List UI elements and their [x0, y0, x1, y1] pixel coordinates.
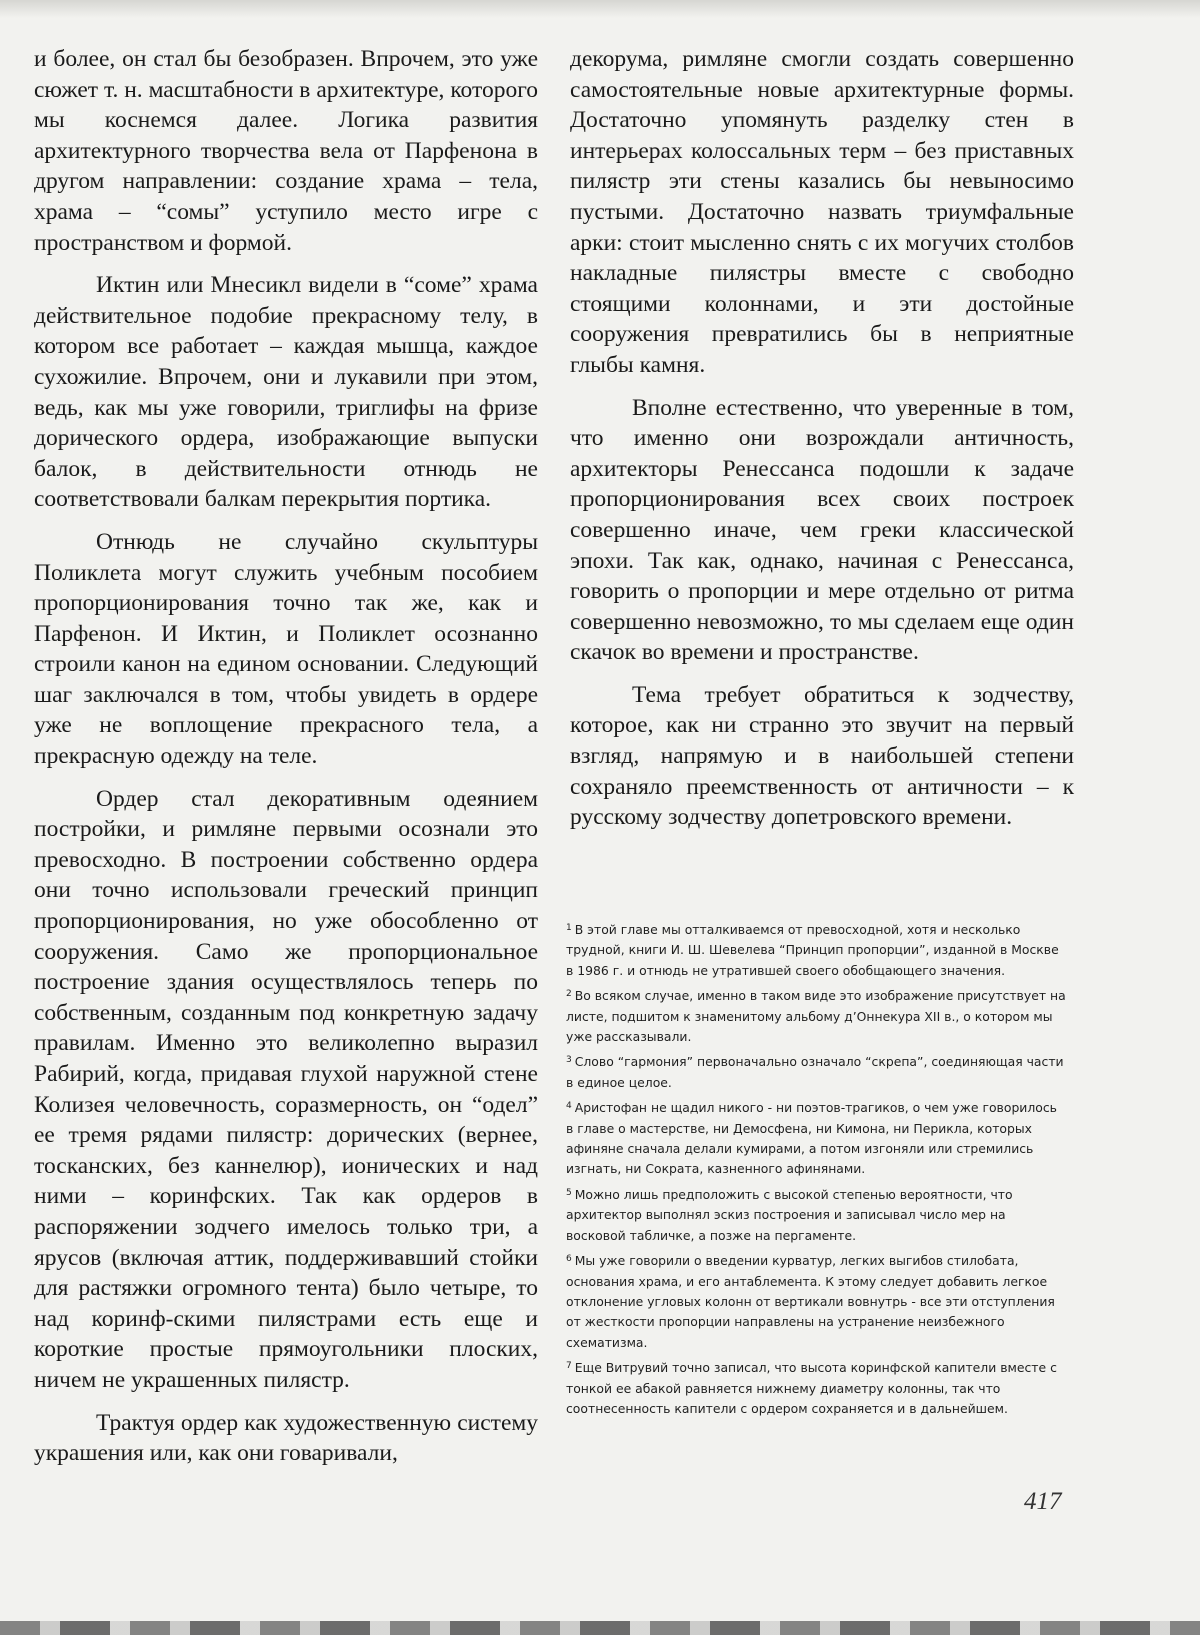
- footnote-text: Аристофан не щадил никого - ни поэтов-трагиков, о чем уже говорилось в главе о мастерстве, ни Демосфена, ни Кимона, ни Перикла, которых афиняне сначала делали кумирами, а потом изгоняли или стремились изгнать, ни Сократа, казненного афинянами.: [566, 1100, 1057, 1177]
- scan-top-edge: [0, 0, 1200, 18]
- footnote: [566, 1050, 1066, 1093]
- scan-bottom-edge: [0, 1621, 1200, 1635]
- footnote: [566, 984, 1066, 1047]
- footnote: [566, 1183, 1066, 1246]
- footnote: [566, 918, 1066, 981]
- footnote: [566, 1249, 1066, 1353]
- footnote-mark: 3: [566, 1055, 572, 1066]
- paragraph: Ордер стал декоративным одеянием постройки, и римляне первыми осознали это превосходно. В построении собственно ордера они точно использовали греческий принцип пропорционирования, но уже обособленно от сооружения. Само же пропорциональное построение здания осуществлялось теперь по собственным, созданным под конкретную задачу правилам. Именно это великолепно выразил Рабирий, когда, придавая глухой наружной стене Колизея человечность, соразмерность, он “одел” ее тремя рядами пилястр: дорических (вернее, тосканских, без каннелюр), ионических и над ними – коринфских. Так как ордеров в распоряжении зодчего имелось только три, а ярусов (включая аттик, поддерживавший стойки для растяжки огромного тента) было четыре, то над коринф-скими пилястрами есть еще и короткие простые прямоугольники плоских, ничем не украшенных пилястр.: [34, 785, 538, 1393]
- footnote-mark: 2: [566, 989, 572, 1000]
- footnote-text: Еще Витрувий точно записал, что высота коринфской капители вместе с тонкой ее абакой равняется нижнему диаметру колонны, так что соотнесенность капители с ордером сохраняется и в дальнейшем.: [566, 1360, 1057, 1416]
- footnote-text: Слово “гармония” первоначально означало “скрепа”, соединяющая части в единое целое.: [566, 1054, 1064, 1090]
- footnote-mark: 5: [566, 1187, 572, 1198]
- paragraph: и более, он стал бы безобразен. Впрочем, это уже сюжет т. н. масштабности в архитектуре, которого мы коснемся далее. Логика развития архитектурного творчества вела от Парфенона в другом направлении: создание храма – тела, храма – “сомы” уступило место игре с пространством и формой.: [34, 46, 538, 256]
- left-text-column: [34, 44, 538, 1481]
- footnote-mark: 7: [566, 1361, 572, 1372]
- footnote-text: В этой главе мы отталкиваемся от превосходной, хотя и несколько трудной, книги И. Ш. Шевелева “Принцип пропорции”, изданной в Москве в 1986 г. и отнюдь не утратившей своего обобщающего значения.: [566, 922, 1059, 978]
- right-text-column: [570, 44, 1074, 845]
- paragraph: Вполне естественно, что уверенные в том, что именно они возрождали античность, архитекторы Ренессанса подошли к задаче пропорционирования всех своих построек совершенно иначе, чем греки классической эпохи. Так как, однако, начиная с Ренессанса, говорить о пропорции и мере отдельно от ритма совершенно невозможно, то мы сделаем еще один скачок во времени и пространстве.: [570, 394, 1074, 666]
- paragraph: Трактуя ордер как художественную систему украшения или, как они говаривали,: [34, 1409, 538, 1467]
- footnote: [566, 1096, 1066, 1180]
- paragraph: Иктин или Мнесикл видели в “соме” храма действительное подобие прекрасному телу, в котором все работает – каждая мышца, каждое сухожилие. Впрочем, они и лукавили при этом, ведь, как мы уже говорили, триглифы на фризе дорического ордера, изображающие выпуски балок, в действительности отнюдь не соответствовали балкам перекрытия портика.: [34, 272, 538, 513]
- footnote-text: Мы уже говорили о введении курватур, легких выгибов стилобата, основания храма, и его антаблемента. К этому следует добавить легкое отклонение угловых колонн от вертикали вовнутрь - все эти отступления от жесткости пропорции направлены на устранение неизбежного схематизма.: [566, 1253, 1055, 1350]
- footnote-mark: 6: [566, 1254, 572, 1265]
- footnotes: [566, 918, 1066, 1422]
- footnote-text: Во всяком случае, именно в таком виде это изображение присутствует на листе, подшитом к знаменитому альбому д’Оннекура XII в., о котором мы уже рассказывали.: [566, 988, 1066, 1045]
- footnote-mark: 4: [566, 1101, 572, 1112]
- paragraph: декорума, римляне смогли создать совершенно самостоятельные новые архитектурные формы. Достаточно упомянуть разделку стен в интерьерах колоссальных терм – без приставных пилястр эти стены казались бы невыносимо пустыми. Достаточно назвать триумфальные арки: стоит мысленно снять с их могучих столбов накладные пилястры вместе с свободно стоящими колоннами, и эти достойные сооружения превратились бы в неприятные глыбы камня.: [570, 46, 1074, 378]
- footnote-text: Можно лишь предположить с высокой степенью вероятности, что архитектор выполнял эскиз построения и записывал число мер на восковой табличке, а позже на пергаменте.: [566, 1186, 1013, 1243]
- footnote-mark: 1: [566, 923, 572, 933]
- paragraph: Тема требует обратиться к зодчеству, которое, как ни странно это звучит на первый взгляд, напрямую и в наибольшей степени сохраняло преемственность от античности – к русскому зодчеству допетровского времени.: [570, 681, 1074, 831]
- footnote: [566, 1356, 1066, 1419]
- page-number: 417: [1024, 1488, 1062, 1515]
- paragraph: Отнюдь не случайно скульптуры Поликлета могут служить учебным пособием пропорционирования точно так же, как и Парфенон. И Иктин, и Поликлет осознанно строили канон на едином основании. Следующий шаг заключался в том, чтобы увидеть в ордере уже не воплощение прекрасного тела, а прекрасную одежду на теле.: [34, 528, 538, 770]
